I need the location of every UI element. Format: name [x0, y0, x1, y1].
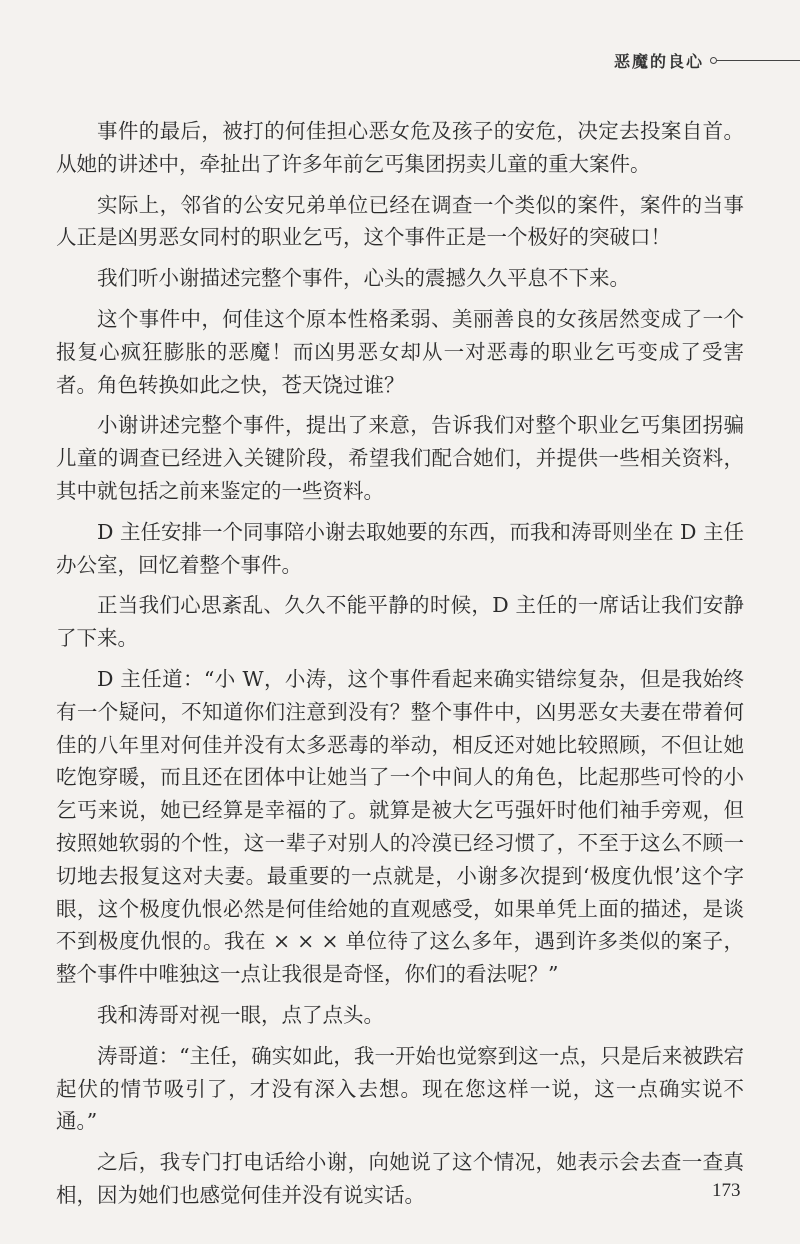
paragraph: 这个事件中，何佳这个原本性格柔弱、美丽善良的女孩居然变成了一个报复心疯狂膨胀的恶魔！而凶男恶女却从一对恶毒的职业乞丐变成了受害者。角色转换如此之快，苍天饶过谁？ [56, 306, 744, 397]
paragraph: 我和涛哥对视一眼，点了点头。 [97, 1002, 384, 1027]
header-circle-ornament [710, 57, 717, 64]
paragraph: 我们听小谢描述完整个事件，心头的震撼久久平息不下来。 [97, 266, 630, 291]
header-rule [710, 57, 800, 64]
page-number: 173 [712, 1180, 741, 1201]
paragraph: 之后，我专门打电话给小谢，向她说了这个情况，她表示会去查一查真相，因为她们也感觉何佳并没有说实话。 [56, 1150, 744, 1207]
paragraph: 小谢讲述完整个事件，提出了来意，告诉我们对整个职业乞丐集团拐骗儿童的调查已经进入关键阶段，希望我们配合她们，并提供一些相关资料，其中就包括之前来鉴定的一些资料。 [56, 413, 744, 503]
header-line [717, 60, 800, 61]
paragraph: 实际上，邻省的公安兄弟单位已经在调查一个类似的案件，案件的当事人正是凶男恶女同村的职业乞丐，这个事件正是一个极好的突破口！ [56, 192, 744, 250]
paragraph: 事件的最后，被打的何佳担心恶女危及孩子的安危，决定去投案自首。从她的讲述中，牵扯出了许多年前乞丐集团拐卖儿童的重大案件。 [56, 119, 744, 176]
paragraph: 正当我们心思紊乱、久久不能平静的时候，D 主任的一席话让我们安静了下来。 [56, 593, 744, 651]
running-title: 恶魔的良心 [614, 51, 705, 71]
paragraph: 涛哥道：“主任，确实如此，我一开始也觉察到这一点，只是后来被跌宕起伏的情节吸引了，才没有深入去想。现在您这样一说，这一点确实说不通。” [56, 1043, 744, 1134]
paragraph: D 主任道：“小 W，小涛，这个事件看起来确实错综复杂，但是我始终有一个疑问，不知道你们注意到没有？整个事件中，凶男恶女夫妻在带着何佳的八年里对何佳并没有太多恶毒的举动，相反还对她比较照顾，不但让她吃饱穿暖，而且还在团体中让她当了一个中间人的角色，比起那些可怜的小乞丐来说，她已经算是幸福的了。就算是被大乞丐强奸时他们袖手旁观，但按照她软弱的个性，这一辈子对别人的冷漠已经习惯了，不至于这么不顾一切地去报复这对夫妻。最重要的一点就是，小谢多次提到‘极度仇恨’这个字眼，这个极度仇恨必然是何佳给她的直观感受，如果单凭上面的描述，是谈不到极度仇恨的。我在 × × × 单位待了这么多年，遇到许多类似的案子，整个事件中唯独这一点让我很是奇怪，你们的看法呢？” [56, 666, 744, 987]
paragraph: D 主任安排一个同事陪小谢去取她要的东西，而我和涛哥则坐在 D 主任办公室，回忆着整个事件。 [56, 519, 744, 577]
body-text [56, 115, 744, 1220]
running-header [614, 48, 800, 72]
